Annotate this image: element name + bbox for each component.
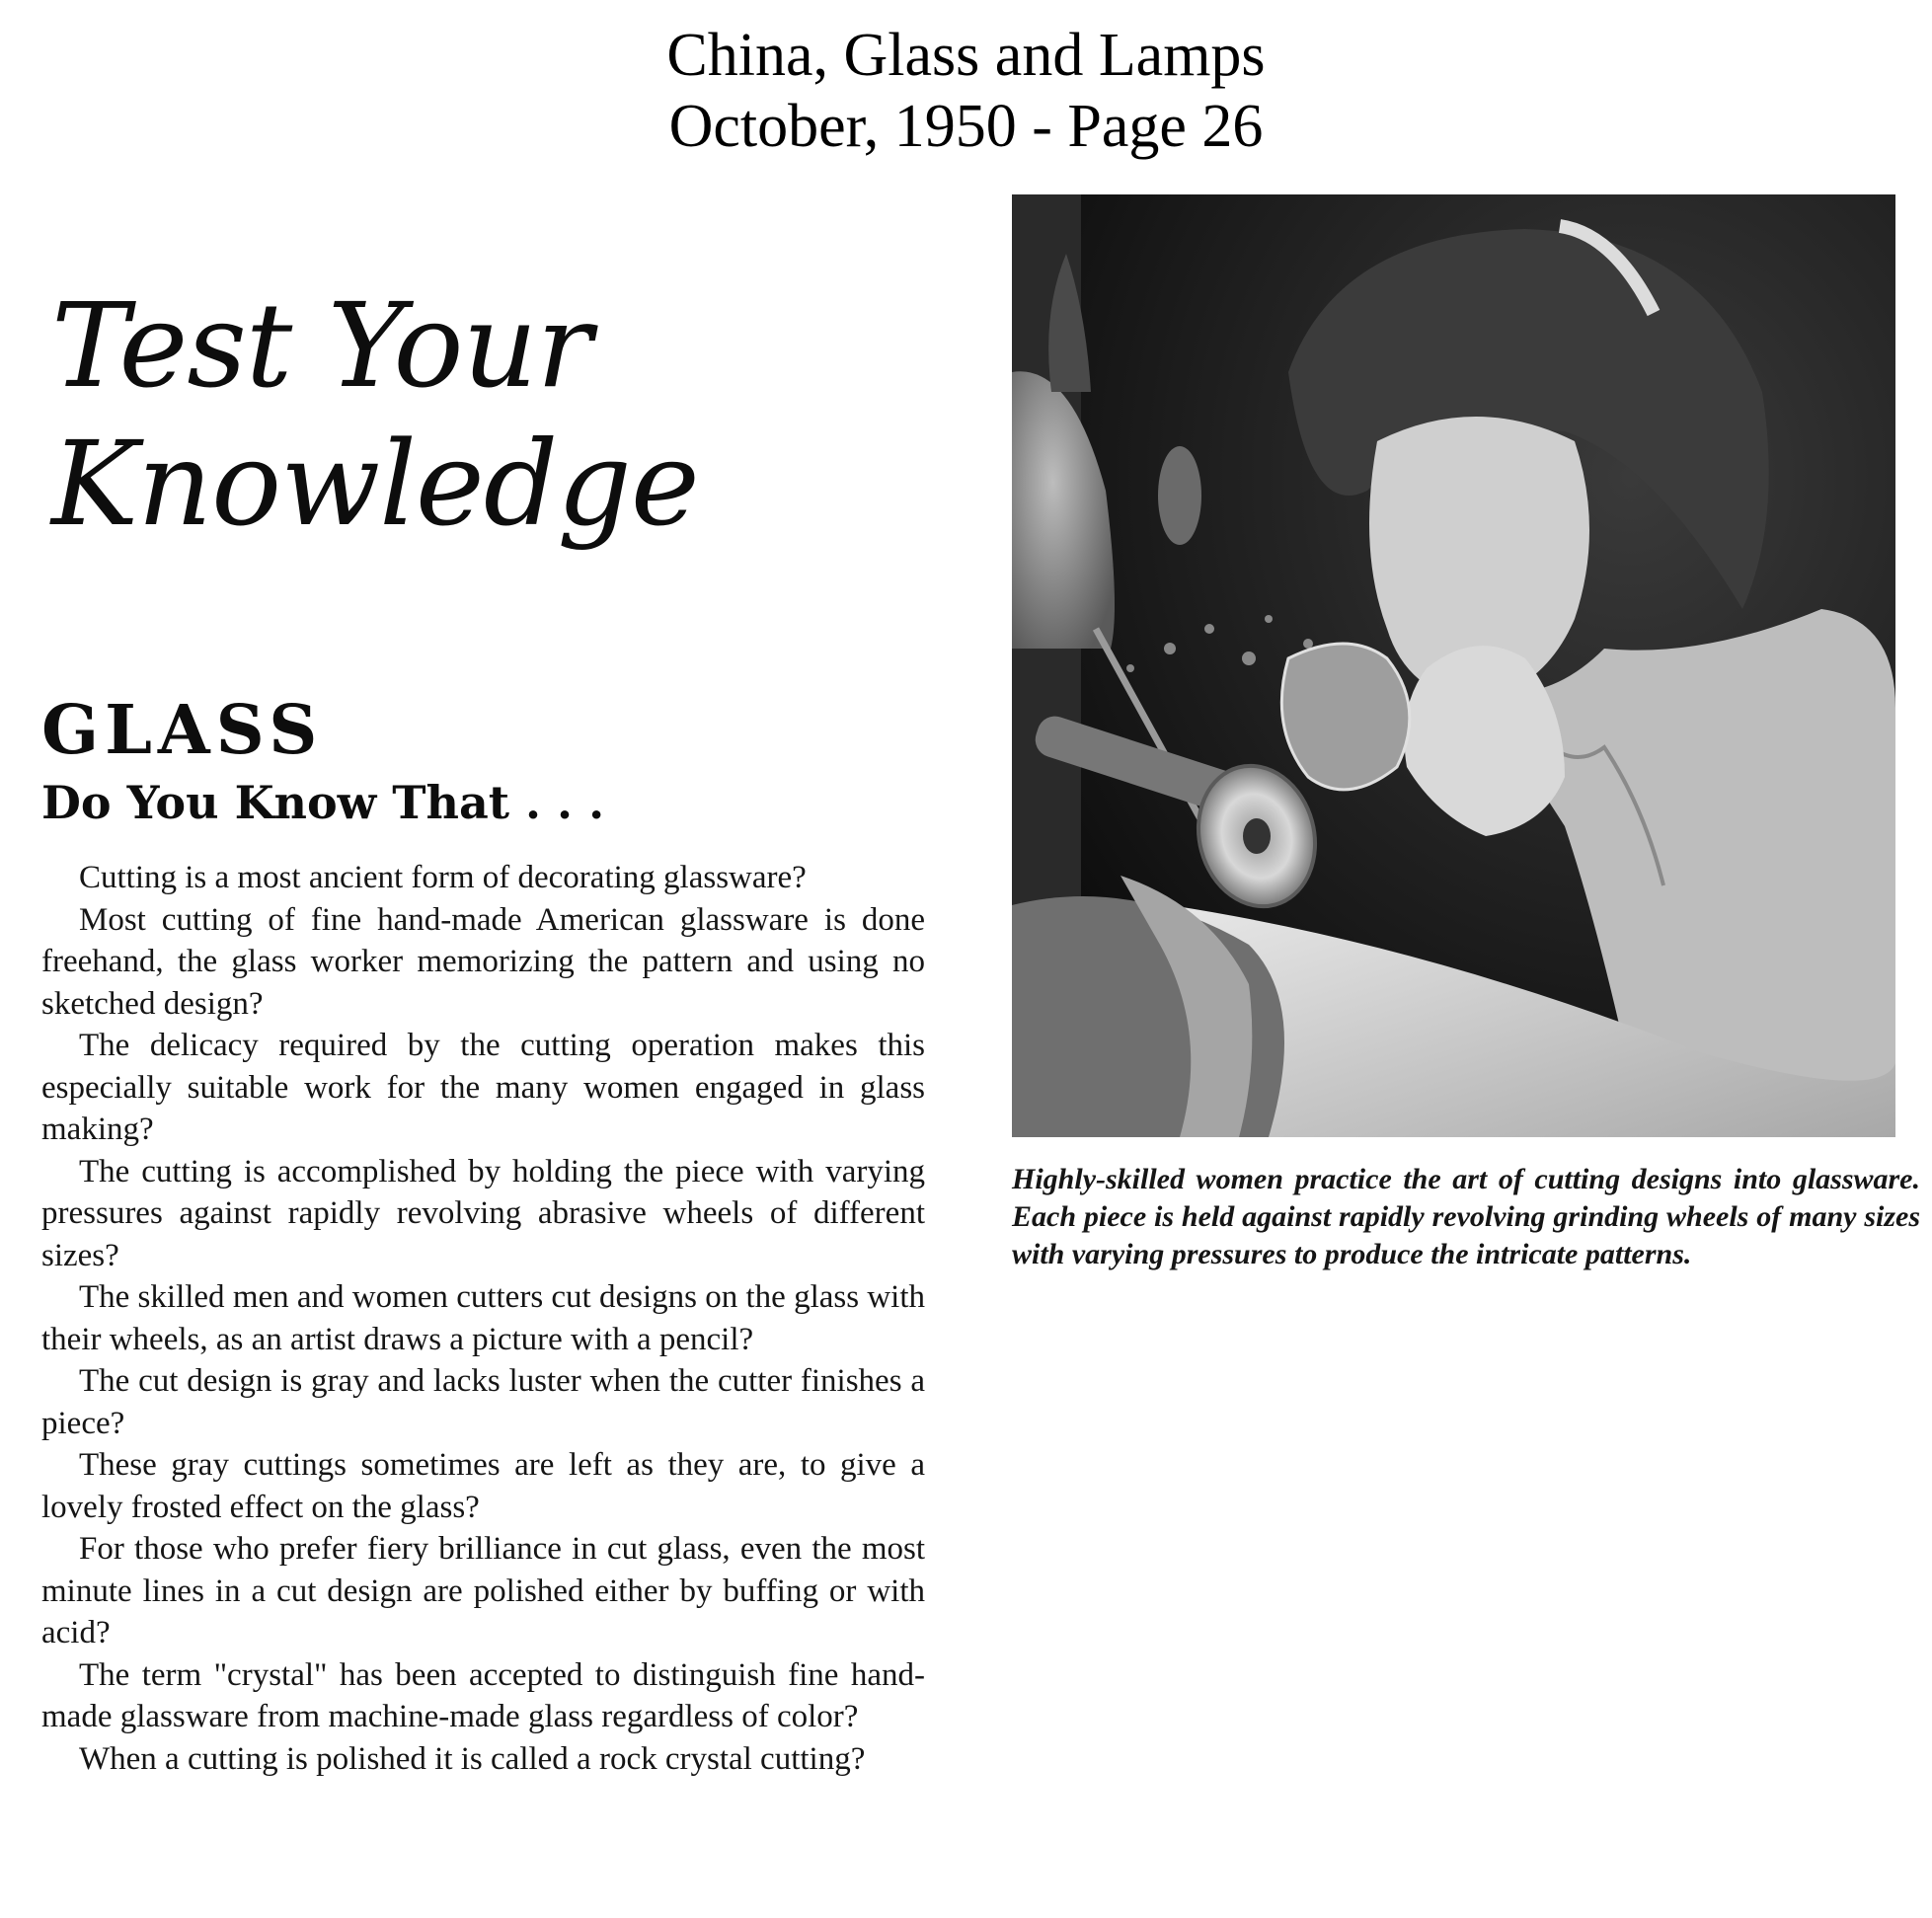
paragraph: For those who prefer fiery brilliance in cut glass, even the most minute lines in a cut design are polished either by buffing or with acid? [41,1531,925,1650]
article-title-line1: Test Your [51,277,591,414]
paragraph: Most cutting of fine hand-made American glassware is done freehand, the glass worker memorizing the pattern and using no sketched design? [41,901,925,1022]
article-body [41,857,925,1780]
article-title-line2: Knowledge [51,416,699,552]
paragraph: When a cutting is polished it is called a rock crystal cutting? [79,1740,866,1777]
page-header [0,20,1932,162]
paragraph: Cutting is a most ancient form of decorating glassware? [79,860,807,895]
paragraph: The cut design is gray and lacks luster when the cutter finishes a piece? [41,1363,925,1441]
publication-date-page: October, 1950 - Page 26 [668,93,1264,160]
section-subtitle: Do You Know That . . . [41,776,605,829]
photo-illustration [1012,194,1895,1137]
paragraph: The cutting is accomplished by holding the piece with varying pressures against rapidly revolving abrasive wheels of different sizes? [41,1153,925,1273]
paragraph: The term "crystal" has been accepted to distinguish fine hand-made glassware from machine-made glass regardless of color? [41,1656,925,1734]
glass-cutter-photo [1012,194,1895,1137]
paragraph: The skilled men and women cutters cut designs on the glass with their wheels, as an artist draws a picture with a pencil? [41,1279,925,1357]
photo-caption: Highly-skilled women practice the art of cutting designs into glassware. Each piece is held against rapidly revolving grinding wheels of many sizes with varying pressures to produce the intricate patterns. [1012,1163,1920,1270]
paragraph: The delicacy required by the cutting operation makes this especially suitable work for the many women engaged in glass making? [41,1028,925,1147]
section-title: GLASS [41,691,324,770]
article-title [51,276,699,553]
publication-title: China, Glass and Lamps [666,22,1266,89]
paragraph: These gray cuttings sometimes are left as they are, to give a lovely frosted effect on the glass? [41,1447,925,1525]
